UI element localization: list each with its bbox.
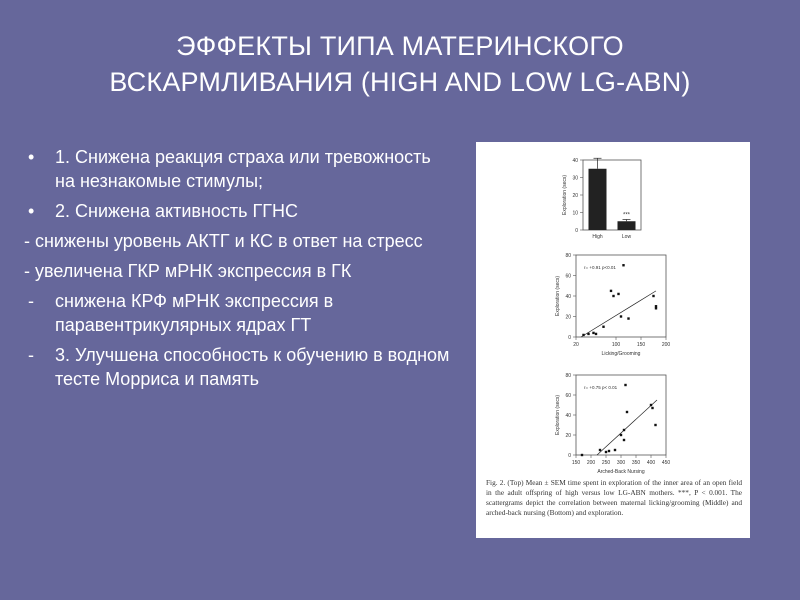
dash-item bbox=[24, 289, 454, 337]
x-tick-label: 200 bbox=[661, 342, 671, 348]
y-tick-label: 60 bbox=[565, 273, 571, 280]
bullet-text: 1. Снижена реакция страха или тревожность на незнакомые стимулы; bbox=[55, 147, 431, 191]
sub-item bbox=[24, 259, 454, 283]
data-point bbox=[650, 404, 652, 406]
data-point bbox=[592, 332, 594, 334]
figure-caption: Fig. 2. (Top) Mean ± SEM time spent in exploration of the inner area of an open field in the adult offspring of high versus low LG-ABN mothers. ***, P < 0.001. The scattergrams depict the correlation between maternal licking/grooming (Middle) and arched-back nursing (Bottom) and exploration. bbox=[486, 478, 742, 517]
data-point bbox=[627, 317, 629, 319]
data-point bbox=[614, 449, 616, 451]
y-axis-label: Exploration (secs) bbox=[562, 174, 568, 216]
regression-line bbox=[581, 291, 656, 337]
y-tick-label: 10 bbox=[572, 210, 578, 217]
bullet-item bbox=[24, 199, 454, 223]
y-tick-label: 40 bbox=[565, 413, 571, 419]
y-axis-label: Exploration (secs) bbox=[555, 275, 561, 317]
data-point bbox=[599, 449, 601, 451]
data-point bbox=[623, 429, 625, 431]
bar bbox=[589, 169, 607, 230]
sub-item-text: - снижены уровень АКТГ и КС в ответ на стресс bbox=[24, 231, 423, 251]
data-point bbox=[602, 326, 604, 328]
y-tick-label: 0 bbox=[568, 335, 571, 341]
slide-title bbox=[40, 28, 760, 100]
slide-title-line-1: ЭФФЕКТЫ ТИПА МАТЕРИНСКОГО bbox=[176, 31, 624, 61]
x-tick-label: 200 bbox=[586, 460, 596, 466]
bar bbox=[618, 221, 636, 230]
figure-panel bbox=[476, 142, 750, 538]
data-point bbox=[624, 384, 626, 386]
dash-marker: - bbox=[28, 291, 34, 311]
data-point bbox=[623, 439, 625, 441]
x-tick-label: 20 bbox=[573, 342, 579, 348]
sub-item bbox=[24, 229, 454, 253]
y-tick-label: 0 bbox=[575, 228, 578, 234]
y-tick-label: 60 bbox=[565, 393, 571, 399]
y-tick-label: 40 bbox=[565, 294, 571, 300]
data-point bbox=[620, 315, 622, 317]
data-point bbox=[582, 334, 584, 336]
x-tick-label: 400 bbox=[646, 460, 656, 466]
data-point bbox=[595, 333, 597, 335]
category-label: Low bbox=[621, 234, 632, 240]
data-point bbox=[655, 305, 657, 307]
data-point bbox=[587, 333, 589, 335]
data-point bbox=[581, 454, 583, 456]
category-label: High bbox=[592, 234, 603, 240]
x-tick-label: 300 bbox=[616, 460, 626, 466]
slide-title-line-2: ВСКАРМЛИВАНИЯ (HIGH AND LOW LG-ABN) bbox=[109, 67, 691, 97]
dash-item-text: 3. Улучшена способность к обучению в водном тесте Морриса и память bbox=[55, 345, 450, 389]
x-tick-label: 150 bbox=[571, 460, 581, 466]
regression-line bbox=[597, 400, 657, 455]
bullet-marker: • bbox=[28, 201, 35, 221]
x-tick-label: 150 bbox=[636, 342, 646, 348]
y-tick-label: 40 bbox=[572, 158, 578, 164]
y-tick-label: 20 bbox=[565, 433, 571, 439]
x-tick-label: 100 bbox=[611, 342, 621, 348]
data-point bbox=[655, 307, 657, 309]
data-point bbox=[605, 451, 607, 453]
data-point bbox=[617, 293, 619, 295]
dash-marker: - bbox=[28, 345, 34, 365]
data-point bbox=[608, 450, 610, 452]
x-axis-label: Licking/Grooming bbox=[601, 351, 641, 357]
data-point bbox=[620, 434, 622, 436]
bullet-item bbox=[24, 145, 454, 193]
y-tick-label: 30 bbox=[572, 175, 578, 182]
bullet-list bbox=[24, 145, 454, 397]
significance-label: *** bbox=[622, 212, 631, 219]
sub-item-text: - увеличена ГКР мРНК экспрессия в ГК bbox=[24, 261, 352, 281]
dash-item-text: снижена КРФ мРНК экспрессия в паравентрикулярных ядрах ГТ bbox=[55, 291, 334, 335]
y-tick-label: 20 bbox=[572, 193, 578, 199]
x-tick-label: 250 bbox=[601, 460, 611, 466]
data-point bbox=[612, 295, 614, 297]
correlation-label: r= +0.91 p<0.01 bbox=[584, 265, 616, 270]
x-tick-label: 350 bbox=[631, 460, 641, 466]
dash-item bbox=[24, 343, 454, 391]
data-point bbox=[610, 290, 612, 292]
bullet-marker: • bbox=[28, 147, 35, 167]
y-tick-label: 0 bbox=[568, 453, 571, 459]
x-tick-label: 450 bbox=[661, 460, 671, 466]
y-tick-label: 80 bbox=[565, 373, 571, 379]
data-point bbox=[652, 295, 654, 297]
data-point bbox=[622, 264, 624, 266]
correlation-label: r= +0.75 p< 0.01 bbox=[584, 385, 618, 390]
x-axis-label: Arched-Back Nursing bbox=[597, 469, 645, 475]
data-point bbox=[651, 407, 653, 409]
y-axis-label: Exploration (secs) bbox=[555, 394, 561, 436]
figure-charts bbox=[476, 142, 750, 478]
data-point bbox=[654, 424, 656, 426]
y-tick-label: 20 bbox=[565, 314, 571, 321]
data-point bbox=[626, 411, 628, 413]
bullet-text: 2. Снижена активность ГГНС bbox=[55, 201, 299, 221]
y-tick-label: 80 bbox=[565, 253, 571, 259]
